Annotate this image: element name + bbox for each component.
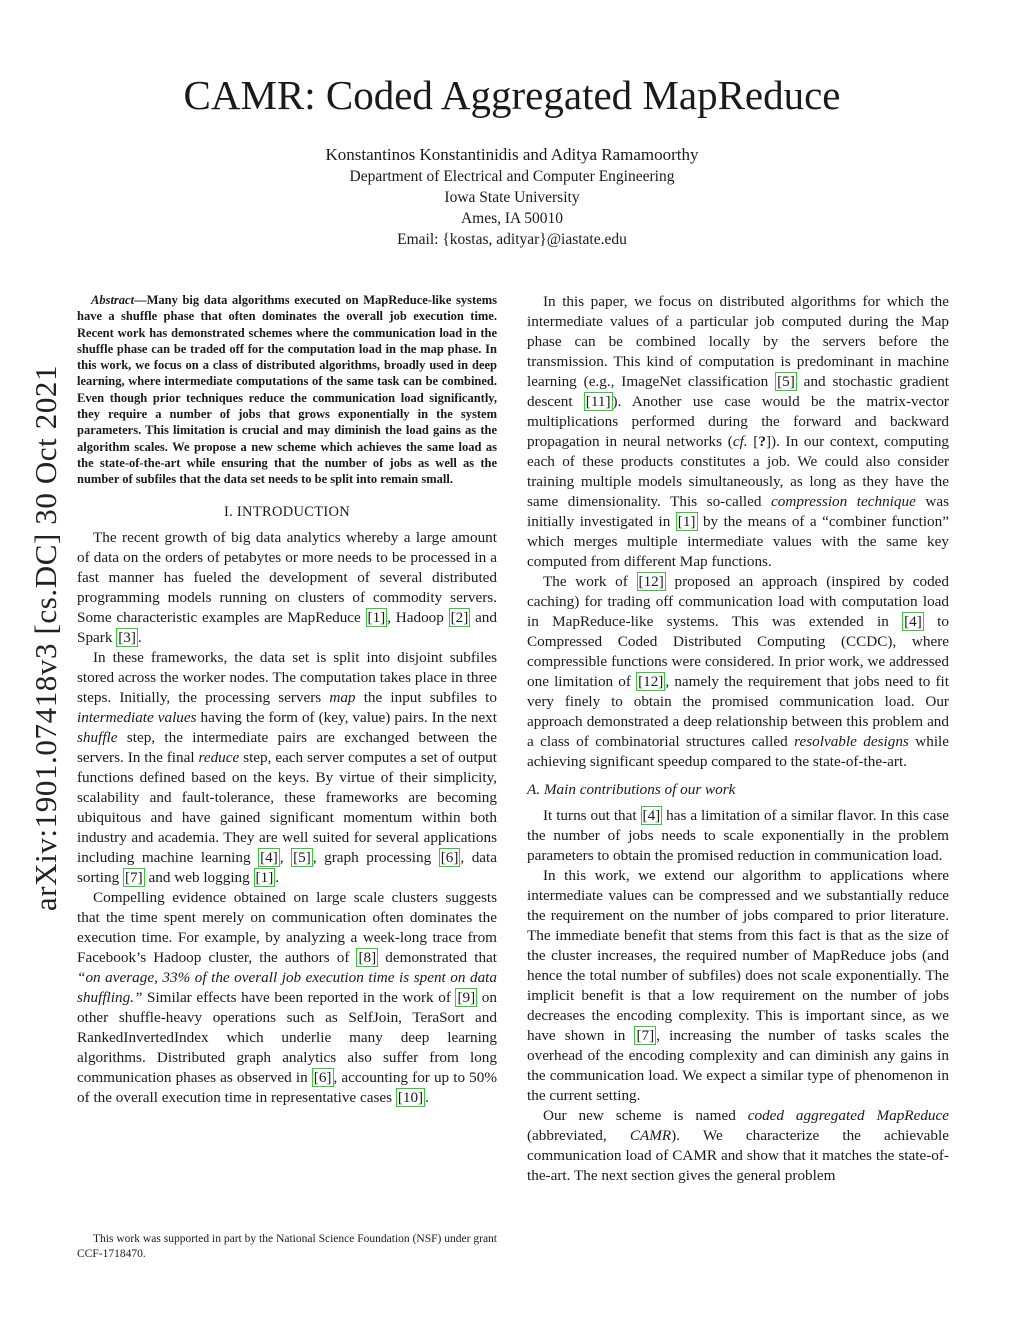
paragraph: In these frameworks, the data set is split into disjoint subfiles stored across the worker nodes. The computation takes place in three steps. Initially, the processing servers map the input subfiles to intermediate values having the form of (key, value) pairs. In the next shuffle step, the intermediate pairs are exchanged between the servers. In the final reduce step, each server computes a set of output functions defined based on the keys. By virtue of their simplicity, scalability and fault-tolerance, these frameworks are becoming ubiquitous and have gained significant momentum within both industry and academia. They are well suited for several applications including machine learning [4] , [5] , graph processing [6] , data sorting [7] and web logging [1] . — [77, 648, 498, 886]
paragraph: The recent growth of big data analytics whereby a large amount of data on the orders of petabytes or more needs to be processed in a fast manner has fueled the development of several distributed programming models running on clusters of commodity servers. Some characteristic examples are MapReduce [1] , Hadoop [2] and Spark [3] . — [77, 528, 497, 646]
citation-link[interactable]: [3] — [118, 628, 136, 646]
paragraph: The work of [12] proposed an approach (inspired by coded caching) for trading off communication load with computation load in MapReduce-like systems. This was extended in [4] to Compressed Coded Distributed Computing (CCDC), where compressible functions were considered. In prior work, we addressed one limitation of [12] , namely the requirement that jobs need to fit very finely to obtain the promised communication load. Our approach demonstrated a deep relationship between this problem and a class of combinatorial structures called resolvable designs while achieving significant speedup compared to the state-of-the-art. — [527, 573, 950, 770]
citation-link[interactable]: [6] — [440, 848, 459, 866]
arxiv-identifier-stamp: arXiv:1901.07418v3 [cs.DC] 30 Oct 2021 — [28, 364, 63, 912]
citation-link[interactable]: [5] — [777, 373, 795, 390]
abstract-label: Abstract — [91, 293, 135, 307]
citation-link[interactable]: [1] — [677, 513, 696, 530]
paragraph: Our new scheme is named coded aggregated MapReduce (abbreviated, CAMR). We characterize the achievable communication load of CAMR and show that it matches the state-of-the-art. The next section gives the general problem — [527, 1107, 949, 1184]
footnote: This work was supported in part by the National Science Foundation (NSF) under grant CCF-1718470. — [77, 1233, 497, 1260]
citation-link[interactable]: [12] — [638, 573, 664, 590]
citation-link[interactable]: [5] — [293, 848, 311, 866]
citation-link[interactable]: [8] — [358, 948, 377, 966]
citation-link[interactable]: [2] — [450, 608, 469, 626]
location: Ames, IA 50010 — [460, 210, 564, 227]
citation-link[interactable]: [4] — [260, 848, 278, 866]
left-column — [77, 292, 497, 1108]
abstract — [77, 292, 497, 488]
subsection-heading: A. Main contributions of our work — [527, 781, 736, 798]
citation-link[interactable]: [6] — [313, 1068, 332, 1086]
citation-link[interactable]: [12] — [638, 673, 664, 690]
paragraph: It turns out that [4] has a limitation of a similar flavor. In this case the number of jobs needs to scale exponentially in the problem parameters to obtain the promised reduction in communication load. — [527, 807, 949, 864]
paragraph: Compelling evidence obtained on large scale clusters suggests that the time spent merely on communication often dominates the execution time. For example, by analyzing a week-long trace from Facebook’s Hadoop cluster, the authors of [8] demonstrated that “on average, 33% of the overall job execution time is spent on data shuffling.” Similar effects have been reported in the work of [9] on other shuffle-heavy operations such as SelfJoin, TeraSort and RankedInvertedIndex which underlie many deep learning algorithms. Distributed graph analytics also suffer from long communication phases as observed in [6] , accounting for up to 50% of the overall execution time in representative cases [10] . — [77, 888, 498, 1106]
citation-link[interactable]: [7] — [125, 868, 143, 886]
right-column — [527, 292, 949, 1186]
paper-title: CAMR: Coded Aggregated MapReduce — [183, 72, 841, 118]
citation-link[interactable]: [7] — [636, 1027, 655, 1044]
paragraph: In this work, we extend our algorithm to applications where intermediate values can be compressed and we substantially reduce the requirement on the number of jobs compared to prior literature. The immediate benefit that stems from this fact is that as the size of the cluster increases, the required number of MapReduce jobs (and hence the total number of subfiles) does not scale exponentially. The implicit benefit is that a low requirement on the number of jobs decreases the encoding complexity. This is important since, as we have shown in [7] , increasing the number of tasks scales the overhead of the encoding complexity and can diminish any gains in the communication load. We expect a similar type of phenomenon in the current setting. — [527, 867, 949, 1104]
authors: Konstantinos Konstantinidis and Aditya Ramamoorthy — [325, 145, 699, 164]
citation-link[interactable]: [9] — [457, 988, 476, 1006]
paragraph: In this paper, we focus on distributed algorithms for which the intermediate values of a particular job computed during the Map phase can be combined locally by the servers before the transmission. This kind of computation is predominant in machine learning (e.g., ImageNet classification [5] and stochastic gradient descent [11] ). Another use case would be the matrix-vector multiplications performed during the forward and backward propagation in neural networks (cf. [?]). In our context, computing each of these products constitutes a job. We could also consider training multiple models simultaneously, as long as they have the same dimensionality. This so-called compression technique was initially investigated in [1] by the means of a “combiner function” which merges multiple intermediate values with the same key computed from different Map functions. — [527, 293, 950, 570]
citation-link[interactable]: [4] — [904, 613, 922, 630]
citation-link[interactable]: [4] — [642, 807, 661, 824]
citation-link[interactable]: [1] — [367, 608, 386, 626]
abstract-text: —Many big data algorithms executed on MapReduce-like systems have a shuffle phase that often dominates the overall job execution time. Recent work has demonstrated schemes where the communication load in the shuffle phase can be traded off for the computation load in the map phase. In this work, we focus on a class of distributed algorithms, broadly used in deep learning, where intermediate computations of the same task can be combined. Even though prior techniques reduce the communication load significantly, they require a number of jobs that grows exponentially in the system parameters. This limitation is crucial and may diminish the load gains as the algorithm scales. We propose a new scheme which achieves the same load as the state-of-the-art while ensuring that the number of jobs as well as the number of subfiles that the data set needs to be split into remain small. — [77, 293, 497, 487]
citation-link[interactable]: [1] — [255, 868, 274, 886]
university: Iowa State University — [444, 189, 580, 206]
citation-link[interactable]: [10] — [397, 1088, 424, 1106]
author-block — [160, 144, 864, 250]
department: Department of Electrical and Computer Engineering — [349, 168, 675, 185]
citation-link[interactable]: [11] — [585, 393, 611, 410]
section-heading-introduction: I. INTRODUCTION — [223, 503, 351, 520]
email: Email: {kostas, adityar}@iastate.edu — [397, 231, 627, 248]
